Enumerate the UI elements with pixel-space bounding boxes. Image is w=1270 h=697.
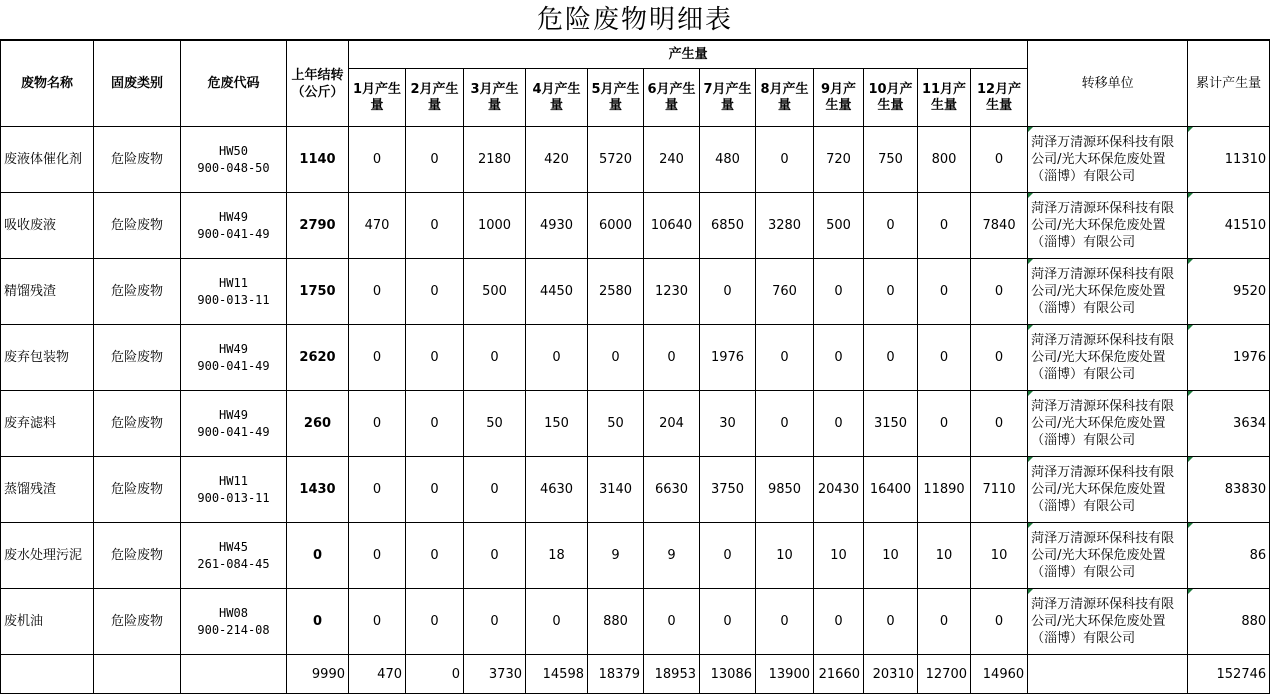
waste-code-number: 900-041-49 bbox=[197, 226, 270, 241]
waste-code-class: HW50 bbox=[219, 143, 248, 158]
month-value-cell: 500 bbox=[464, 259, 526, 325]
month-value-cell: 0 bbox=[644, 325, 700, 391]
month-value-cell: 10 bbox=[864, 523, 918, 589]
month-value-cell: 10 bbox=[971, 523, 1028, 589]
category-cell: 危险废物 bbox=[94, 391, 181, 457]
month-value-cell: 0 bbox=[700, 589, 756, 655]
table-row bbox=[1, 391, 1270, 457]
cumulative-cell: 86 bbox=[1188, 523, 1270, 589]
header-waste-name: 废物名称 bbox=[1, 41, 94, 127]
prev-year-cell: 1430 bbox=[287, 457, 349, 523]
month-value-cell: 0 bbox=[349, 391, 406, 457]
month-value-cell: 0 bbox=[700, 259, 756, 325]
month-value-cell: 4450 bbox=[526, 259, 588, 325]
month-value-cell: 750 bbox=[864, 127, 918, 193]
totals-cumulative: 152746 bbox=[1188, 655, 1270, 694]
month-value-cell: 0 bbox=[756, 589, 814, 655]
cumulative-cell: 880 bbox=[1188, 589, 1270, 655]
month-value-cell: 0 bbox=[526, 325, 588, 391]
transfer-unit-cell: 菏泽万清源环保科技有限公司/光大环保危废处置（淄博）有限公司 bbox=[1028, 325, 1188, 391]
month-value-cell: 0 bbox=[349, 127, 406, 193]
totals-empty-cell bbox=[181, 655, 287, 694]
month-value-cell: 3280 bbox=[756, 193, 814, 259]
waste-code-class: HW11 bbox=[219, 473, 248, 488]
cumulative-cell: 11310 bbox=[1188, 127, 1270, 193]
month-value-cell: 0 bbox=[406, 127, 464, 193]
cumulative-cell: 83830 bbox=[1188, 457, 1270, 523]
month-value-cell: 0 bbox=[406, 391, 464, 457]
waste-name-cell: 废弃包装物 bbox=[1, 325, 94, 391]
table-row bbox=[1, 523, 1270, 589]
month-value-cell: 800 bbox=[918, 127, 971, 193]
month-value-cell: 0 bbox=[349, 523, 406, 589]
waste-code-class: HW45 bbox=[219, 539, 248, 554]
waste-code-cell bbox=[181, 127, 287, 193]
month-value-cell: 0 bbox=[864, 325, 918, 391]
month-value-cell: 7110 bbox=[971, 457, 1028, 523]
waste-name-cell: 废液体催化剂 bbox=[1, 127, 94, 193]
totals-month-value: 20310 bbox=[864, 655, 918, 694]
month-value-cell: 4930 bbox=[526, 193, 588, 259]
totals-month-value: 18953 bbox=[644, 655, 700, 694]
month-value-cell: 0 bbox=[526, 589, 588, 655]
header-month-10: 10月产生量 bbox=[864, 69, 918, 127]
month-value-cell: 6000 bbox=[588, 193, 644, 259]
category-cell: 危险废物 bbox=[94, 523, 181, 589]
header-month-11: 11月产生量 bbox=[918, 69, 971, 127]
month-value-cell: 3140 bbox=[588, 457, 644, 523]
waste-code-class: HW08 bbox=[219, 605, 248, 620]
waste-name-cell: 吸收废液 bbox=[1, 193, 94, 259]
header-month-6: 6月产生量 bbox=[644, 69, 700, 127]
month-value-cell: 0 bbox=[406, 523, 464, 589]
category-cell: 危险废物 bbox=[94, 127, 181, 193]
month-value-cell: 0 bbox=[918, 325, 971, 391]
month-value-cell: 7840 bbox=[971, 193, 1028, 259]
month-value-cell: 0 bbox=[756, 391, 814, 457]
totals-empty-cell bbox=[94, 655, 181, 694]
month-value-cell: 204 bbox=[644, 391, 700, 457]
category-cell: 危险废物 bbox=[94, 457, 181, 523]
month-value-cell: 0 bbox=[814, 259, 864, 325]
month-value-cell: 0 bbox=[464, 523, 526, 589]
waste-code-number: 900-041-49 bbox=[197, 424, 270, 439]
totals-month-value: 13086 bbox=[700, 655, 756, 694]
month-value-cell: 470 bbox=[349, 193, 406, 259]
month-value-cell: 0 bbox=[349, 457, 406, 523]
month-value-cell: 16400 bbox=[864, 457, 918, 523]
waste-code-number: 900-013-11 bbox=[197, 292, 270, 307]
month-value-cell: 0 bbox=[971, 325, 1028, 391]
table-row bbox=[1, 127, 1270, 193]
waste-name-cell: 废机油 bbox=[1, 589, 94, 655]
month-value-cell: 0 bbox=[464, 457, 526, 523]
month-value-cell: 0 bbox=[864, 259, 918, 325]
category-cell: 危险废物 bbox=[94, 589, 181, 655]
month-value-cell: 760 bbox=[756, 259, 814, 325]
header-month-4: 4月产生量 bbox=[526, 69, 588, 127]
month-value-cell: 500 bbox=[814, 193, 864, 259]
waste-code-number: 261-084-45 bbox=[197, 556, 270, 571]
month-value-cell: 0 bbox=[814, 589, 864, 655]
month-value-cell: 0 bbox=[918, 193, 971, 259]
month-value-cell: 420 bbox=[526, 127, 588, 193]
header-cumulative: 累计产生量 bbox=[1188, 41, 1270, 127]
waste-code-class: HW49 bbox=[219, 341, 248, 356]
month-value-cell: 0 bbox=[814, 325, 864, 391]
waste-code-number: 900-048-50 bbox=[197, 160, 270, 175]
month-value-cell: 0 bbox=[406, 457, 464, 523]
header-month-12: 12月产生量 bbox=[971, 69, 1028, 127]
waste-code-cell bbox=[181, 325, 287, 391]
waste-code-number: 900-013-11 bbox=[197, 490, 270, 505]
month-value-cell: 0 bbox=[406, 325, 464, 391]
header-month-7: 7月产生量 bbox=[700, 69, 756, 127]
month-value-cell: 0 bbox=[918, 259, 971, 325]
prev-year-cell: 260 bbox=[287, 391, 349, 457]
prev-year-cell: 2790 bbox=[287, 193, 349, 259]
category-cell: 危险废物 bbox=[94, 325, 181, 391]
month-value-cell: 3750 bbox=[700, 457, 756, 523]
prev-year-cell: 0 bbox=[287, 523, 349, 589]
totals-month-value: 12700 bbox=[918, 655, 971, 694]
totals-empty-cell bbox=[1028, 655, 1188, 694]
table-row bbox=[1, 589, 1270, 655]
waste-code-cell bbox=[181, 589, 287, 655]
month-value-cell: 0 bbox=[918, 589, 971, 655]
month-value-cell: 0 bbox=[406, 259, 464, 325]
month-value-cell: 0 bbox=[918, 391, 971, 457]
totals-month-value: 14598 bbox=[526, 655, 588, 694]
sheet-title: 危险废物明细表 bbox=[0, 0, 1270, 40]
month-value-cell: 480 bbox=[700, 127, 756, 193]
month-value-cell: 1000 bbox=[464, 193, 526, 259]
totals-month-value: 21660 bbox=[814, 655, 864, 694]
header-month-2: 2月产生量 bbox=[406, 69, 464, 127]
totals-month-value: 470 bbox=[349, 655, 406, 694]
month-value-cell: 0 bbox=[756, 127, 814, 193]
header-category: 固废类别 bbox=[94, 41, 181, 127]
waste-name-cell: 精馏残渣 bbox=[1, 259, 94, 325]
month-value-cell: 0 bbox=[971, 259, 1028, 325]
cumulative-cell: 41510 bbox=[1188, 193, 1270, 259]
month-value-cell: 0 bbox=[464, 325, 526, 391]
transfer-unit-cell: 菏泽万清源环保科技有限公司/光大环保危废处置（淄博）有限公司 bbox=[1028, 193, 1188, 259]
prev-year-cell: 1750 bbox=[287, 259, 349, 325]
month-value-cell: 9 bbox=[644, 523, 700, 589]
category-cell: 危险废物 bbox=[94, 259, 181, 325]
month-value-cell: 1976 bbox=[700, 325, 756, 391]
month-value-cell: 3150 bbox=[864, 391, 918, 457]
month-value-cell: 0 bbox=[349, 589, 406, 655]
waste-code-cell bbox=[181, 193, 287, 259]
month-value-cell: 0 bbox=[971, 589, 1028, 655]
header-month-5: 5月产生量 bbox=[588, 69, 644, 127]
header-month-9: 9月产生量 bbox=[814, 69, 864, 127]
month-value-cell: 10 bbox=[756, 523, 814, 589]
month-value-cell: 1230 bbox=[644, 259, 700, 325]
month-value-cell: 0 bbox=[864, 589, 918, 655]
month-value-cell: 9850 bbox=[756, 457, 814, 523]
header-production: 产生量 bbox=[349, 41, 1028, 69]
header-month-1: 1月产生量 bbox=[349, 69, 406, 127]
month-value-cell: 50 bbox=[464, 391, 526, 457]
waste-code-number: 900-041-49 bbox=[197, 358, 270, 373]
transfer-unit-cell: 菏泽万清源环保科技有限公司/光大环保危废处置（淄博）有限公司 bbox=[1028, 127, 1188, 193]
month-value-cell: 0 bbox=[971, 127, 1028, 193]
month-value-cell: 0 bbox=[971, 391, 1028, 457]
month-value-cell: 5720 bbox=[588, 127, 644, 193]
totals-month-value: 13900 bbox=[756, 655, 814, 694]
table-row bbox=[1, 193, 1270, 259]
totals-month-value: 0 bbox=[406, 655, 464, 694]
month-value-cell: 0 bbox=[406, 589, 464, 655]
waste-code-cell bbox=[181, 391, 287, 457]
month-value-cell: 10 bbox=[814, 523, 864, 589]
header-month-3: 3月产生量 bbox=[464, 69, 526, 127]
month-value-cell: 2180 bbox=[464, 127, 526, 193]
transfer-unit-cell: 菏泽万清源环保科技有限公司/光大环保危废处置（淄博）有限公司 bbox=[1028, 589, 1188, 655]
transfer-unit-cell: 菏泽万清源环保科技有限公司/光大环保危废处置（淄博）有限公司 bbox=[1028, 457, 1188, 523]
month-value-cell: 2580 bbox=[588, 259, 644, 325]
month-value-cell: 6630 bbox=[644, 457, 700, 523]
month-value-cell: 10 bbox=[918, 523, 971, 589]
month-value-cell: 0 bbox=[864, 193, 918, 259]
prev-year-cell: 1140 bbox=[287, 127, 349, 193]
month-value-cell: 0 bbox=[349, 325, 406, 391]
month-value-cell: 20430 bbox=[814, 457, 864, 523]
month-value-cell: 0 bbox=[588, 325, 644, 391]
category-cell: 危险废物 bbox=[94, 193, 181, 259]
totals-month-value: 3730 bbox=[464, 655, 526, 694]
transfer-unit-cell: 菏泽万清源环保科技有限公司/光大环保危废处置（淄博）有限公司 bbox=[1028, 523, 1188, 589]
waste-code-cell bbox=[181, 457, 287, 523]
header-transfer-unit: 转移单位 bbox=[1028, 41, 1188, 127]
table-row bbox=[1, 325, 1270, 391]
waste-name-cell: 废弃滤料 bbox=[1, 391, 94, 457]
header-month-8: 8月产生量 bbox=[756, 69, 814, 127]
transfer-unit-cell: 菏泽万清源环保科技有限公司/光大环保危废处置（淄博）有限公司 bbox=[1028, 259, 1188, 325]
month-value-cell: 11890 bbox=[918, 457, 971, 523]
month-value-cell: 6850 bbox=[700, 193, 756, 259]
prev-year-cell: 2620 bbox=[287, 325, 349, 391]
month-value-cell: 18 bbox=[526, 523, 588, 589]
table-row bbox=[1, 457, 1270, 523]
hazardous-waste-table bbox=[0, 40, 1270, 694]
header-code: 危废代码 bbox=[181, 41, 287, 127]
header-prev-year: 上年结转（公斤） bbox=[287, 41, 349, 127]
waste-code-cell bbox=[181, 523, 287, 589]
waste-code-class: HW49 bbox=[219, 209, 248, 224]
month-value-cell: 50 bbox=[588, 391, 644, 457]
month-value-cell: 0 bbox=[464, 589, 526, 655]
cumulative-cell: 3634 bbox=[1188, 391, 1270, 457]
month-value-cell: 10640 bbox=[644, 193, 700, 259]
totals-row bbox=[1, 655, 1270, 694]
month-value-cell: 9 bbox=[588, 523, 644, 589]
prev-year-cell: 0 bbox=[287, 589, 349, 655]
table-row bbox=[1, 259, 1270, 325]
month-value-cell: 240 bbox=[644, 127, 700, 193]
waste-name-cell: 废水处理污泥 bbox=[1, 523, 94, 589]
month-value-cell: 30 bbox=[700, 391, 756, 457]
waste-code-number: 900-214-08 bbox=[197, 622, 270, 637]
waste-code-class: HW49 bbox=[219, 407, 248, 422]
totals-empty-cell bbox=[1, 655, 94, 694]
month-value-cell: 880 bbox=[588, 589, 644, 655]
totals-month-value: 18379 bbox=[588, 655, 644, 694]
transfer-unit-cell: 菏泽万清源环保科技有限公司/光大环保危废处置（淄博）有限公司 bbox=[1028, 391, 1188, 457]
month-value-cell: 720 bbox=[814, 127, 864, 193]
month-value-cell: 4630 bbox=[526, 457, 588, 523]
month-value-cell: 0 bbox=[644, 589, 700, 655]
waste-code-class: HW11 bbox=[219, 275, 248, 290]
cumulative-cell: 1976 bbox=[1188, 325, 1270, 391]
month-value-cell: 0 bbox=[349, 259, 406, 325]
month-value-cell: 0 bbox=[700, 523, 756, 589]
month-value-cell: 150 bbox=[526, 391, 588, 457]
month-value-cell: 0 bbox=[756, 325, 814, 391]
month-value-cell: 0 bbox=[406, 193, 464, 259]
cumulative-cell: 9520 bbox=[1188, 259, 1270, 325]
waste-name-cell: 蒸馏残渣 bbox=[1, 457, 94, 523]
waste-code-cell bbox=[181, 259, 287, 325]
totals-month-value: 14960 bbox=[971, 655, 1028, 694]
month-value-cell: 0 bbox=[814, 391, 864, 457]
totals-prev-year: 9990 bbox=[287, 655, 349, 694]
